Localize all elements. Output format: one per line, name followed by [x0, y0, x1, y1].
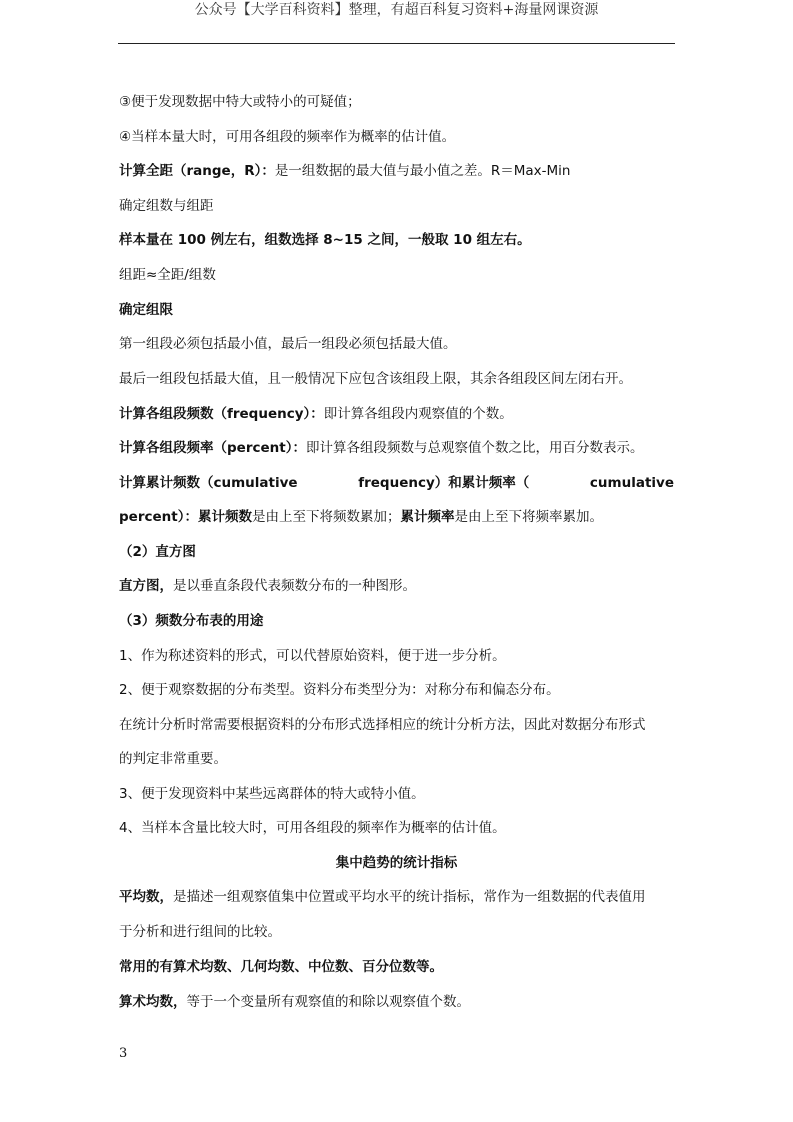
bold-text-run: 累计频率: [400, 509, 455, 525]
text-line: [119, 507, 674, 527]
text-line: [119, 611, 674, 631]
text-run: 4、当样本含量比较大时，可用各组段的频率作为概率的估计值。: [119, 820, 506, 836]
bold-text-run: 计算全距（range，R）：: [119, 163, 275, 179]
text-line: [119, 92, 674, 112]
bold-text-run: 样本量在 100 例左右，组数选择 8~15 之间，一般取 10 组左右。: [119, 232, 531, 248]
text-run: 是由上至下将频数累加；: [251, 509, 401, 525]
text-run: 确定组数与组距: [119, 198, 214, 214]
text-run: 最后一组段包括最大值，且一般情况下应包含该组段上限，其余各组段区间左闭右开。: [119, 371, 632, 387]
text-run: 于分析和进行组间的比较。: [119, 924, 281, 940]
text-line: [119, 680, 674, 700]
text-line: [119, 922, 674, 942]
text-run: 即计算各组段内观察值的个数。: [323, 406, 513, 422]
text-run: 是一组数据的最大值与最小值之差。R＝Max-Min: [274, 163, 571, 179]
text-line: [119, 646, 674, 666]
text-line: [119, 265, 674, 285]
text-line: [119, 230, 674, 250]
bold-text-run: 平均数，: [119, 889, 173, 905]
text-run: 是描述一组观察值集中位置或平均水平的统计指标，常作为一组数据的代表值用: [173, 889, 646, 905]
text-run: 在统计分析时常需要根据资料的分布形式选择相应的统计分析方法，因此对数据分布形式: [119, 717, 646, 733]
text-run: 第一组段必须包括最小值，最后一组段必须包括最大值。: [119, 336, 457, 352]
text-line: [119, 196, 674, 216]
bold-text-run: cumulative: [589, 475, 674, 491]
bold-text-run: 计算各组段频数（frequency）：: [119, 406, 324, 422]
text-line: [119, 715, 674, 735]
bold-text-run: 计算各组段频率（percent）：: [119, 440, 306, 456]
text-run: 3、便于发现资料中某些远离群体的特大或特小值。: [119, 786, 425, 802]
bold-text-run: 直方图，: [119, 578, 173, 594]
text-line: [119, 542, 674, 562]
text-run: 是以垂直条段代表频数分布的一种图形。: [173, 578, 416, 594]
bold-text-run: 计算累计频数（cumulative: [119, 475, 298, 491]
text-line: [119, 473, 674, 493]
text-line: [119, 853, 674, 873]
text-run: 是由上至下将频率累加。: [454, 509, 603, 525]
text-line: [119, 818, 674, 838]
bold-text-run: （2）直方图: [119, 544, 196, 560]
text-run: 1、作为称述资料的形式，可以代替原始资料，便于进一步分析。: [119, 648, 506, 664]
text-line: [119, 438, 674, 458]
header-divider: [118, 43, 675, 44]
text-line: [119, 404, 674, 424]
text-run: 组距≈全距/组数: [119, 267, 216, 283]
bold-text-run: 常用的有算术均数、几何均数、中位数、百分位数等。: [119, 959, 443, 975]
text-run: 等于一个变量所有观察值的和除以观察值个数。: [186, 994, 470, 1010]
page-header: 公众号【大学百科资料】整理，有超百科复习资料+海量网课资源: [194, 2, 599, 18]
bold-text-run: frequency）和累计频率（: [358, 475, 530, 491]
page-number: 3: [119, 1046, 128, 1061]
text-line: [119, 369, 674, 389]
text-line: [119, 992, 674, 1012]
bold-text-run: 算术均数，: [119, 994, 187, 1010]
text-line: [119, 749, 674, 769]
text-run: 即计算各组段频数与总观察值个数之比，用百分数表示。: [305, 440, 644, 456]
text-run: ④当样本量大时，可用各组段的频率作为概率的估计值。: [119, 129, 456, 145]
text-line: [119, 334, 674, 354]
bold-text-run: percent）：累计频数: [119, 509, 252, 525]
text-run: ③便于发现数据中特大或特小的可疑值；: [119, 94, 361, 110]
text-line: [119, 300, 674, 320]
text-line: [119, 784, 674, 804]
bold-text-run: 确定组限: [119, 302, 173, 318]
text-run: 的判定非常重要。: [119, 751, 227, 767]
text-line: [119, 161, 674, 181]
text-line: [119, 957, 674, 977]
bold-text-run: 集中趋势的统计指标: [335, 855, 458, 871]
text-line: [119, 887, 674, 907]
bold-text-run: （3）频数分布表的用途: [119, 613, 264, 629]
text-run: 2、便于观察数据的分布类型。资料分布类型分为：对称分布和偏态分布。: [119, 682, 560, 698]
text-line: [119, 576, 674, 596]
text-line: [119, 127, 674, 147]
